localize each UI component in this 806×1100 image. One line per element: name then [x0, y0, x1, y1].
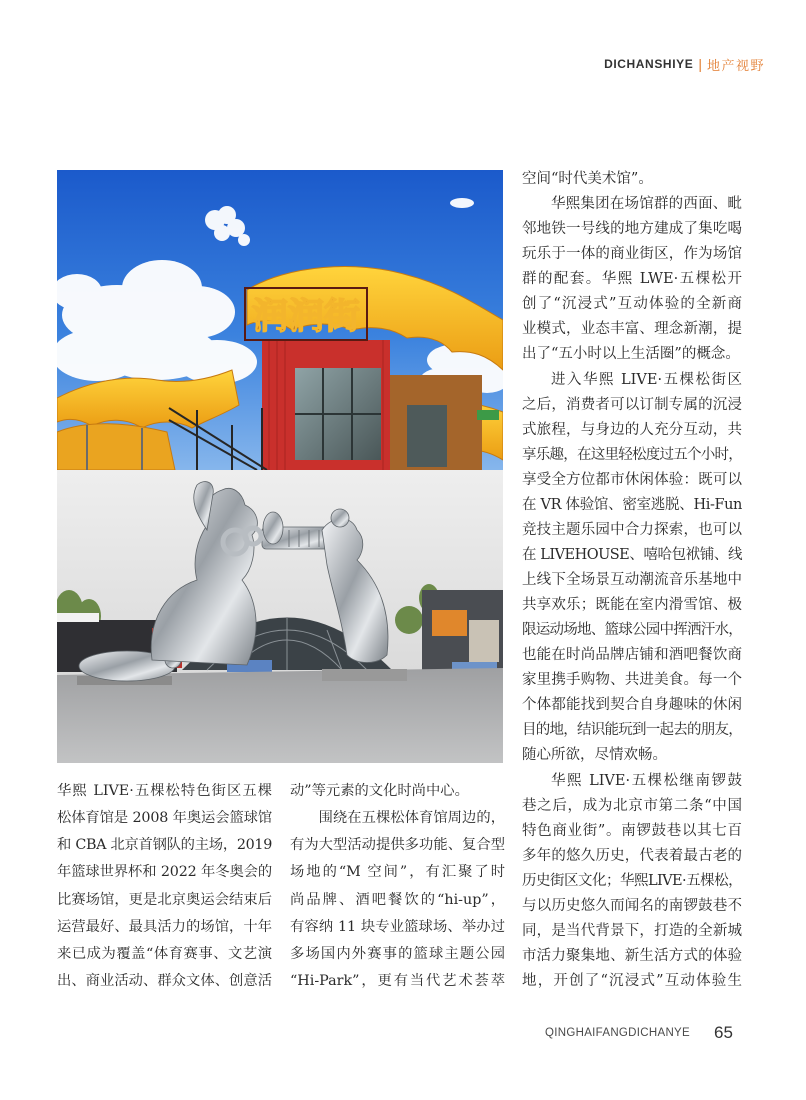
- text-line: 尚品牌、酒吧餐饮的“hi-up”，: [290, 891, 505, 908]
- text-line: 多年的悠久历史，代表着最古老的: [522, 847, 742, 864]
- paragraph: [57, 778, 272, 995]
- text-line: 与以历史悠久而闻名的南锣鼓巷不: [522, 897, 742, 914]
- text-line: 出、商业活动、群众文体、创意活: [57, 972, 272, 989]
- magazine-name-pinyin: QINGHAIFANGDICHANYE: [545, 1027, 690, 1039]
- text-line: 特色商业街”。南锣鼓巷以其七百: [522, 822, 742, 839]
- text-line: 历史街区文化；华熙LIVE·五棵松，: [522, 872, 742, 889]
- section-title: 地产视野: [706, 58, 765, 74]
- text-column-right: [522, 167, 742, 994]
- text-line: 创了“沉浸式”互动体验的全新商: [522, 296, 742, 313]
- text-line: 个体都能找到契合自身趣味的休闲: [522, 697, 742, 714]
- photo-commercial-street-drawing: [57, 170, 503, 470]
- sign-lettering: 润润街: [251, 295, 361, 337]
- text-line: 有为大型活动提供多功能、复合型: [290, 837, 505, 854]
- text-line: 在 LIVEHOUSE、嘻哈包袱铺、线: [522, 546, 742, 563]
- text-line: 之后，消费者可以订制专属的沉浸: [522, 396, 742, 413]
- text-line: 目的地，结识能玩到一起去的朋友，: [522, 722, 742, 739]
- text-line: 随心所欲，尽情欢畅。: [522, 747, 667, 764]
- text-line: “Hi-Park”，更有当代艺术荟萃: [290, 972, 505, 989]
- running-header: [604, 54, 765, 74]
- page-number: 65: [714, 1023, 733, 1042]
- text-column-middle: [290, 778, 505, 995]
- text-line: 年篮球世界杯和 2022 年冬奥会的: [57, 864, 272, 881]
- building-window: [407, 405, 447, 467]
- text-line: 地，开创了“沉浸式”互动体验生: [522, 973, 742, 989]
- photo-commercial-street: [57, 170, 503, 470]
- text-line: 家里携手购物、共进美食。每一个: [522, 672, 742, 689]
- header-separator: |: [698, 56, 702, 72]
- text-line: 共享欢乐；既能在室内滑雪馆、极: [522, 597, 742, 614]
- text-line: 进入华熙 LIVE·五棵松街区: [551, 371, 742, 388]
- text-line: 来已成为覆盖“体育赛事、文艺演: [57, 945, 272, 962]
- text-line: 场地的“M 空间”，有汇聚了时: [290, 864, 505, 881]
- text-line: 享乐趣，在这里轻松度过五个小时，: [522, 446, 742, 463]
- text-line: 也能在时尚品牌店铺和酒吧餐饮商: [522, 647, 742, 664]
- text-line: 空间“时代美术馆”。: [522, 171, 653, 187]
- text-line: 华熙集团在场馆群的西面、毗: [551, 196, 742, 213]
- text-line: 出了“五小时以上生活圈”的概念。: [522, 346, 740, 363]
- text-line: 享受全方位都市休闲体验：既可以: [522, 471, 742, 488]
- text-line: 竞技主题乐园中合力探索，也可以: [522, 521, 742, 538]
- text-line: 有容纳 11 块专业篮球场、举办过: [290, 918, 505, 935]
- photo-sculpture-plaza: [57, 470, 503, 763]
- text-line: 和 CBA 北京首钢队的主场，2019: [57, 837, 272, 854]
- text-line: 群的配套。华熙 LWE·五棵松开: [522, 271, 742, 288]
- paragraph: [522, 769, 742, 995]
- text-line: 运营最好、最具活力的场馆，十年: [57, 918, 272, 935]
- text-line: 多场国内外赛事的篮球主题公园: [290, 945, 505, 962]
- text-line: 华熙 LIVE·五棵松特色街区五棵: [57, 783, 272, 799]
- paragraph: [522, 192, 742, 367]
- text-line: 在 VR 体验馆、密室逃脱、Hi-Fun: [522, 496, 742, 513]
- paragraph: [290, 778, 505, 805]
- text-line: 华熙 LIVE·五棵松继南锣鼓: [551, 772, 742, 789]
- text-line: 巷之后，成为北京市第二条“中国: [522, 797, 742, 814]
- paragraph: [522, 167, 742, 192]
- text-column-left: [57, 778, 272, 995]
- red-container-building: [262, 340, 390, 470]
- text-line: 松体育馆是 2008 年奥运会篮球馆: [57, 810, 272, 827]
- section-pinyin: DICHANSHIYE: [604, 57, 694, 71]
- plinth: [322, 669, 407, 681]
- text-line: 式旅程，与身边的人充分互动，共: [522, 421, 742, 438]
- text-line: 围绕在五棵松体育馆周边的，: [318, 810, 505, 827]
- text-line: 动”等元素的文化时尚中心。: [290, 783, 469, 799]
- text-line: 市活力聚集地、新生活方式的体验: [522, 947, 742, 964]
- text-line: 玩乐于一体的商业街区，作为场馆: [522, 246, 742, 263]
- paragraph: [290, 805, 505, 995]
- text-line: 业模式，业态丰富、理念新潮，提: [522, 321, 742, 338]
- canopy: [57, 424, 175, 470]
- photo-sculpture-plaza-drawing: [57, 470, 503, 763]
- running-footer: [545, 1023, 745, 1045]
- text-line: 限运动场地、篮球公园中挥洒汗水，: [522, 622, 742, 639]
- text-line: 邻地铁一号线的地方建成了集吃喝: [522, 221, 742, 238]
- text-line: 上线下全场景互动潮流音乐基地中: [522, 572, 742, 588]
- text-line: 同，是当代背景下，打造的全新城: [522, 922, 742, 939]
- green-sign: [477, 410, 499, 420]
- paragraph: [522, 368, 742, 769]
- text-line: 比赛场馆，更是北京奥运会结束后: [57, 891, 272, 908]
